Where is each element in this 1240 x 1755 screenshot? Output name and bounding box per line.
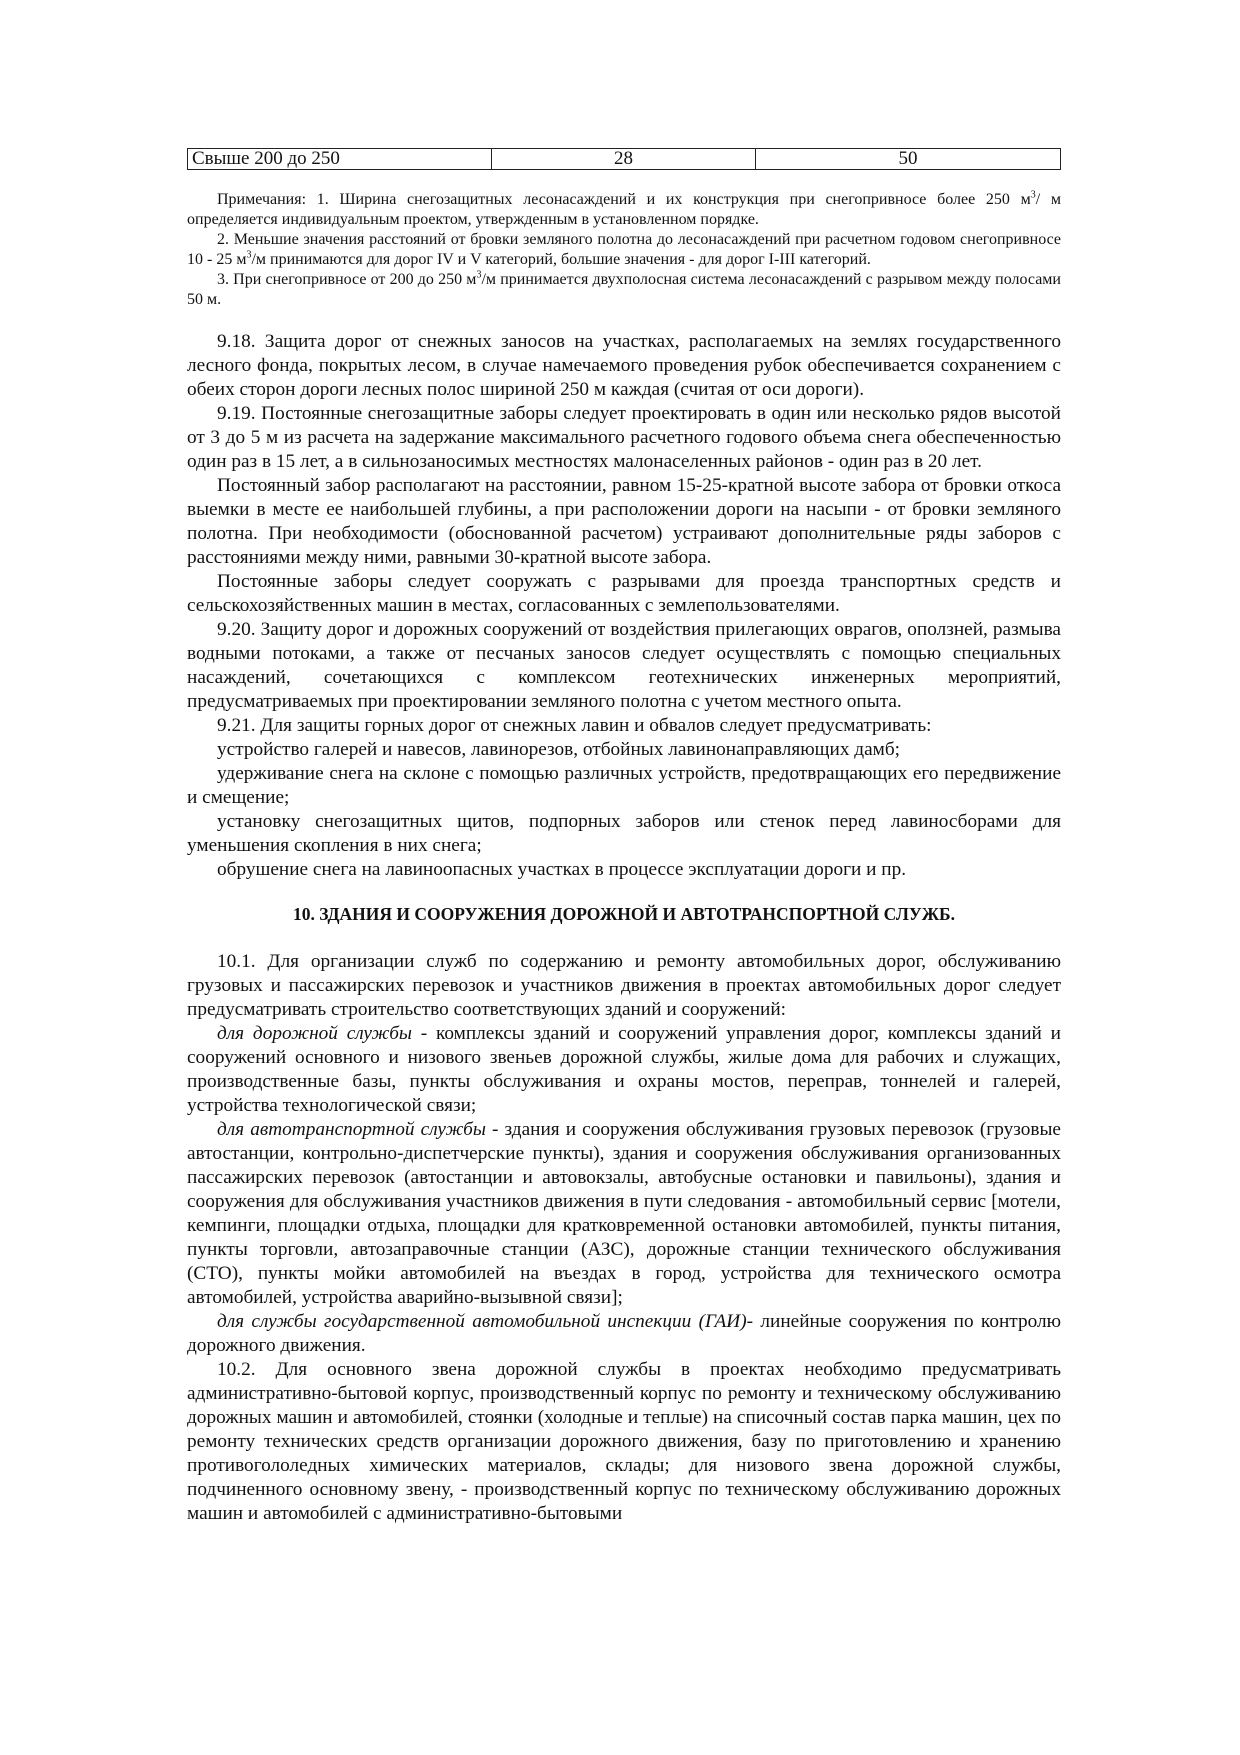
table-cell-value-1: 28 xyxy=(492,149,756,170)
note-2: 2. Меньшие значения расстояний от бровки земляного полотна до лесонасаждений при расчетном годовом снегопривносе 10 - 25 $м^3/м$ принимаются для дорог IV и V категорий, большие значения - для дорог I-III категорий. xyxy=(187,231,1061,268)
paragraph-9-21: 9.21. Для защиты горных дорог от снежных лавин и обвалов следует предусматривать: xyxy=(217,715,932,736)
table-cell-value-2: 50 xyxy=(756,149,1061,170)
paragraph-10-1-road-service: для дорожной службы - комплексы зданий и сооружений управления дорог, комплексы зданий и сооружений основного и низового звеньев дорожной службы, жилые дома для рабочих и служащих, производственные базы, пункты обслуживания и охраны мостов, переправ, тоннелей и галерей, устройства технологической связи; xyxy=(187,1023,1061,1116)
paragraph-9-20: 9.20. Защиту дорог и дорожных сооружений от воздействия прилегающих оврагов, оползней, размыва водными потоками, а также от песчаных заносов следует осуществлять с помощью специальных насаждений, сочетающихся с комплексом геотехнических инженерных мероприятий, предусматриваемых при проектировании земляного полотна с учетом местного опыта. xyxy=(187,619,1061,712)
section-heading-10: 10. ЗДАНИЯ И СООРУЖЕНИЯ ДОРОЖНОЙ И АВТОТРАНСПОРТНОЙ СЛУЖБ. xyxy=(293,904,955,924)
italic-term: для дорожной службы xyxy=(217,1023,412,1044)
paragraph-9-21-c: установку снегозащитных щитов, подпорных заборов или стенок перед лавиносборами для уменьшения скопления в них снега; xyxy=(187,811,1061,856)
paragraph-9-21-b: удерживание снега на склоне с помощью различных устройств, предотвращающих его передвижение и смещение; xyxy=(187,763,1061,808)
note-3: 3. При снегопривносе от 200 до 250 $м^3/м$ принимается двухполосная система лесонасаждений с разрывом между полосами 50 м. xyxy=(187,269,1061,308)
table-row xyxy=(188,149,1061,170)
paragraph-9-18: 9.18. Защита дорог от снежных заносов на участках, располагаемых на землях государственного лесного фонда, покрытых лесом, в случае намечаемого проведения рубок обеспечивается сохранением с обеих сторон дороги лесных полос шириной 250 м каждая (считая от оси дороги). xyxy=(187,331,1061,400)
paragraph-9-21-d: обрушение снега на лавиноопасных участках в процессе эксплуатации дороги и пр. xyxy=(217,859,907,880)
table-notes xyxy=(187,190,1061,310)
note-1: Примечания: 1. Ширина снегозащитных лесонасаждений и их конструкция при снегопривносе более 250 $м^3/$ м определяется индивидуальным проектом, утвержденным в установленном порядке. xyxy=(187,189,1061,228)
table-cell-range: Свыше 200 до 250 xyxy=(188,149,492,170)
italic-term: для службы государственной автомобильной инспекции (ГАИ) xyxy=(217,1311,747,1332)
paragraph-9-19: 9.19. Постоянные снегозащитные заборы следует проектировать в один или несколько рядов высотой от 3 до 5 м из расчета на задержание максимального расчетного годового объема снега обеспеченностью один раз в 15 лет, а в сильнозаносимых местностях малонаселенных районов - один раз в 20 лет. xyxy=(187,403,1061,472)
italic-term: для автотранспортной службы xyxy=(217,1119,486,1140)
paragraph-9-19-c: Постоянные заборы следует сооружать с разрывами для проезда транспортных средств и сельскохозяйственных машин в местах, согласованных с землепользователями. xyxy=(187,571,1061,616)
paragraph-9-19-b: Постоянный забор располагают на расстоянии, равном 15-25-кратной высоте забора от бровки откоса выемки в месте ее наибольшей глубины, а при расположении дороги на насыпи - от бровки земляного полотна. При необходимости (обоснованной расчетом) устраивают дополнительные ряды заборов с расстояниями между ними, равными 30-кратной высоте забора. xyxy=(187,475,1061,568)
paragraph-10-1-transport-service: для автотранспортной службы - здания и сооружения обслуживания грузовых перевозок (грузовые автостанции, контрольно-диспетчерские пункты), здания и сооружения обслуживания организованных пассажирских перевозок (автостанции и автовокзалы, автобусные остановки и павильоны), здания и сооружения для обслуживания участников движения в пути следования - автомобильный сервис [мотели, кемпинги, площадки отдыха, площадки для кратковременной остановки автомобилей, пункты питания, пункты торговли, автозаправочные станции (АЗС), дорожные станции технического обслуживания (СТО), пункты мойки автомобилей на въездах в город, устройства для технического осмотра автомобилей, устройства аварийно-вызывной связи]; xyxy=(187,1119,1061,1308)
body-text xyxy=(187,330,1061,1526)
paragraph-10-2: 10.2. Для основного звена дорожной службы в проектах необходимо предусматривать административно-бытовой корпус, производственный корпус по ремонту и техническому обслуживанию дорожных машин и автомобилей, стоянки (холодные и теплые) на списочный состав парка машин, цех по ремонту технических средств организации дорожного движения, базу по приготовлению и хранению противогололедных химических материалов, склады; для низового звена дорожной службы, подчиненного основному звену, - производственный корпус по техническому обслуживанию дорожных машин и автомобилей с административно-бытовыми xyxy=(187,1359,1061,1524)
norms-table xyxy=(187,148,1061,170)
paragraph-10-1-gai: для службы государственной автомобильной инспекции (ГАИ)- линейные сооружения по контролю дорожного движения. xyxy=(187,1311,1061,1356)
paragraph-9-21-a: устройство галерей и навесов, лавинорезов, отбойных лавинонаправляющих дамб; xyxy=(217,739,901,760)
document-page xyxy=(187,148,1061,1526)
paragraph-10-1: 10.1. Для организации служб по содержанию и ремонту автомобильных дорог, обслуживанию грузовых и пассажирских перевозок и участников движения в проектах автомобильных дорог следует предусматривать строительство соответствующих зданий и сооружений: xyxy=(187,951,1061,1020)
